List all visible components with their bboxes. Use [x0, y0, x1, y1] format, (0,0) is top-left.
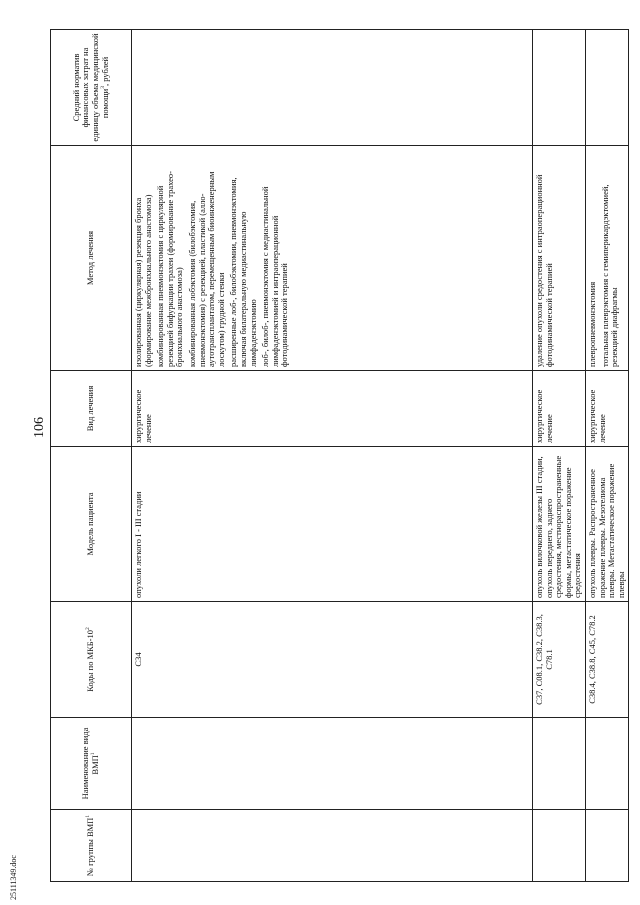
treatment-method-item: изолированная (циркулярная) резекция бронха (формирование межбронхиального анастомоза)	[133, 194, 153, 367]
cell-icd-codes: C37, C08.1, C38.2, C38.3, C78.1	[533, 602, 586, 718]
cell-icd-codes: C38.4, C38.8, C45, C78.2	[585, 602, 628, 718]
table-row	[585, 30, 628, 882]
treatment-method-item: комбинированная пневмонэктомия с циркулярной резекцией бифуркации трахеи (формирование трахео-бронхиального анастомоза)	[155, 170, 185, 367]
cell-group-number	[585, 810, 628, 882]
cell-treatment-methods	[533, 146, 586, 371]
table-row	[533, 30, 586, 882]
treatment-method-item: плевропневмонэктомия	[586, 281, 597, 367]
cell-treatment-type: хирургическое лечение	[533, 371, 586, 447]
cell-patient-model: опухоль плевры. Распространенное поражение плевры. Мезотелиома плевры. Метастатическое поражение плевры	[585, 447, 628, 602]
header-group-number: № группы ВМП$^1$	[51, 810, 132, 882]
cell-treatment-type: хирургическое лечение	[585, 371, 628, 447]
footer-document-code: 25111349.doc	[9, 855, 18, 900]
header-icd-codes: Коды по МКБ-$10^2$	[51, 602, 132, 718]
header-treatment-method: Метод лечения	[51, 146, 132, 371]
cell-treatment-methods	[585, 146, 628, 371]
header-vmp-name: Наименование вида ВМП$^1$	[51, 718, 132, 810]
page-number: 106	[32, 417, 47, 438]
cell-vmp-name	[585, 718, 628, 810]
cell-vmp-name	[533, 718, 586, 810]
cell-average-cost	[132, 30, 533, 146]
cell-group-number	[132, 810, 533, 882]
treatment-method-item: удаление опухоли средостения с интраоперационной фотодинамической терапией	[534, 174, 554, 367]
cell-icd-codes: C34	[132, 602, 533, 718]
header-patient-model: Модель пациента	[51, 447, 132, 602]
cell-group-number	[533, 810, 586, 882]
cell-average-cost	[585, 30, 628, 146]
cell-patient-model: опухоль вилочковой железы III стадии, опухоль переднего, заднего средостения, местнораспространенные формы, метастатическое поражение средостения	[533, 447, 586, 602]
cell-vmp-name	[132, 718, 533, 810]
treatment-method-item: лоб-, билоб-, пневмонэктомия с медиастинальной лимфаденэктомией и интраоперационной фотодинамической терапией	[260, 186, 290, 367]
header-treatment-type: Вид лечения	[51, 371, 132, 447]
cell-average-cost	[533, 30, 586, 146]
cell-treatment-methods	[132, 146, 533, 371]
treatment-method-item: комбинированная лобэктомия (билобэктомия, пневмонэктомия) с резекцией, пластикой (алло-аутотрансплантатом, перемещенным биоинженерным лоскутом) грудной стенки	[186, 171, 226, 367]
vmp-table-frame	[50, 30, 626, 882]
cell-treatment-type: хирургическое лечение	[132, 371, 533, 447]
treatment-method-item: тотальная плеврэктомия с гемиперикардэктомией, резекцией диафрагмы	[599, 184, 620, 367]
table-header-row	[51, 30, 132, 882]
header-average-cost: Средний норматив финансовых затрат на единицу объема медицинской помощи$^3$, рублей	[51, 30, 132, 146]
table-row	[132, 30, 533, 882]
treatment-method-item: расширенные лоб-, билобэктомии, пневмонэктомия, включая билатеральную медиастинальную лимфаденэктомию	[228, 177, 258, 367]
vmp-table	[50, 29, 629, 882]
cell-patient-model: опухоли легкого I - III стадии	[132, 447, 533, 602]
